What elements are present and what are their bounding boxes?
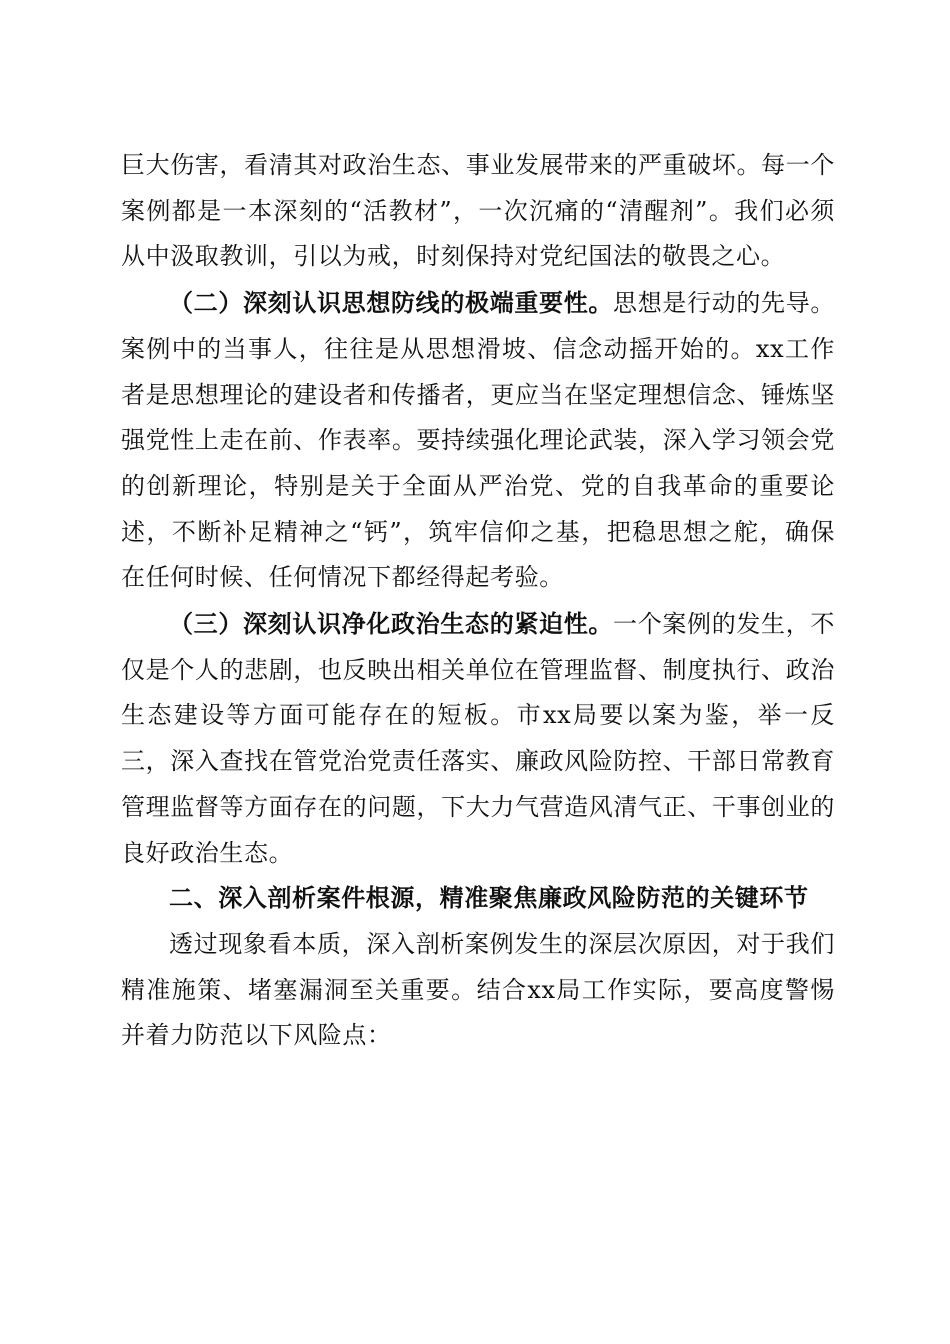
section-3-lead: （三）深刻认识净化政治生态的紧迫性。 [169,609,614,639]
paragraph-continuation: 巨大伤害，看清其对政治生态、事业发展带来的严重破坏。每一个案例都是一本深刻的“活教材”，一次沉痛的“清醒剂”。我们必须从中汲取教训，引以为戒，时刻保持对党纪国法的敬畏之心。 [121,151,835,271]
section-3-body: 一个案例的发生，不仅是个人的悲剧，也反映出相关单位在管理监督、制度执行、政治生态建设等方面可能存在的短板。市xx局要以案为鉴，举一反三，深入查找在管党治党责任落实、廉政风险防控、干部日常教育管理监督等方面存在的问题，下大力气营造风清气正、干事创业的良好政治生态。 [121,610,835,867]
section-2-lead: （二）深刻认识思想防线的极端重要性。 [169,288,614,318]
heading-part-2: 二、深入剖析案件根源，精准聚焦廉政风险防范的关键环节 [169,884,809,913]
paragraph-section-2 [121,280,835,601]
paragraph-part-2-intro: 透过现象看本质，深入剖析案例发生的深层次原因，对于我们精准施策、堵塞漏洞至关重要。结合xx局工作实际，要高度警惕并着力防范以下风险点： [121,929,835,1050]
document-body [121,143,835,1059]
paragraph-section-3 [121,601,835,876]
section-2-body: 思想是行动的先导。案例中的当事人，往往是从思想滑坡、信念动摇开始的。xx工作者是思想理论的建设者和传播者，更应当在坚定理想信念、锤炼坚强党性上走在前、作表率。要持续强化理论武装，深入学习领会党的创新理论，特别是关于全面从严治党、党的自我革命的重要论述，不断补足精神之“钙”，筑牢信仰之基，把稳思想之舵，确保在任何时候、任何情况下都经得起考验。 [121,289,835,592]
